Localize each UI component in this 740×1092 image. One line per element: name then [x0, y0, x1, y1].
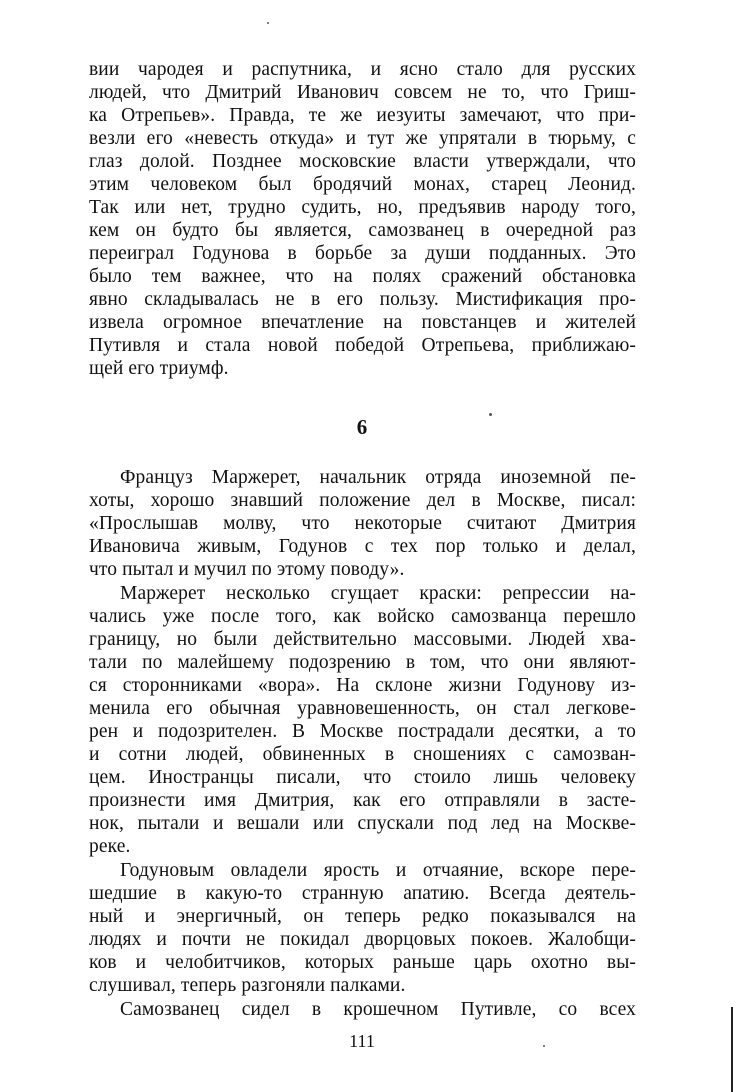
text-line: людях и почти не покидал дворцовых покоев. Жалобщи-	[89, 929, 636, 950]
text-line: Ивановича живым, Годунов с тех пор только и делал,	[89, 536, 636, 557]
scan-speck	[267, 22, 269, 24]
text-line: произнести имя Дмитрия, как его отправляли в засте-	[89, 790, 636, 811]
text-line: извела огромное впечатление на повстанцев и жителей	[89, 312, 636, 333]
text-line: ный и энергичный, он теперь редко показывался на	[89, 906, 636, 927]
text-line: нок, пытали и вешали или спускали под лед на Москве-	[89, 813, 636, 834]
text-line: везли его «невесть откуда» и тут же упрятали в тюрьму, с	[89, 128, 636, 149]
text-line: менила его обычная уравновешенность, он стал легкове-	[89, 698, 636, 719]
text-line: что пытал и мучил по этому поводу».	[89, 559, 405, 580]
text-line: людей, что Дмитрий Иванович совсем не то, что Гриш-	[89, 82, 636, 103]
text-line: глаз долой. Позднее московские власти утверждали, что	[89, 151, 636, 172]
text-line: Годуновым овладели ярость и отчаяние, вскоре пере-	[120, 860, 636, 881]
text-line: чались уже после того, как войско самозванца перешло	[89, 606, 636, 627]
text-line: Путивля и стала новой победой Отрепьева, приближаю-	[89, 335, 636, 356]
scan-edge-line	[731, 1007, 733, 1092]
text-line: Самозванец сидел в крошечном Путивле, со всех	[120, 999, 636, 1020]
text-line: хоты, хорошо знавший положение дел в Москве, писал:	[89, 490, 636, 511]
text-line: кем он будто бы является, самозванец в очередной раз	[89, 220, 636, 241]
text-line: этим человеком был бродячий монах, старец Леонид.	[89, 174, 636, 195]
section-number: 6	[356, 415, 368, 439]
text-line: реке.	[89, 836, 131, 857]
text-line: цем. Иностранцы писали, что стоило лишь человеку	[89, 767, 636, 788]
text-line: вии чародея и распутника, и ясно стало для русских	[89, 59, 636, 80]
text-line: и сотни людей, обвиненных в сношениях с самозван-	[89, 744, 636, 765]
text-line: ка Отрепьев». Правда, те же иезуиты замечают, что при-	[89, 105, 636, 126]
text-line: ков и челобитчиков, которых раньше царь охотно вы-	[89, 952, 636, 973]
text-line: тали по малейшему подозрению в том, что они являют-	[89, 652, 636, 673]
text-line: рен и подозрителен. В Москве пострадали десятки, а то	[89, 721, 636, 742]
text-line: Маржерет несколько сгущает краски: репрессии на-	[120, 583, 636, 604]
scan-speck	[543, 1045, 545, 1047]
text-line: ся сторонниками «вора». На склоне жизни Годунову из-	[89, 675, 636, 696]
text-line: щей его триумф.	[89, 358, 229, 379]
text-line: границу, но были действительно массовыми. Людей хва-	[89, 629, 636, 650]
text-line: слушивал, теперь разгоняли палками.	[89, 975, 406, 996]
text-line: шедшие в какую-то странную апатию. Всегда деятель-	[89, 883, 636, 904]
text-line: было тем важнее, что на полях сражений обстановка	[89, 266, 636, 287]
text-line: Француз Маржерет, начальник отряда иноземной пе-	[120, 467, 636, 488]
text-line: переиграл Годунова в борьбе за души подданных. Это	[89, 243, 636, 264]
page-number: 111	[349, 1031, 375, 1051]
text-line: Так или нет, трудно судить, но, предъявив народу того,	[89, 197, 636, 218]
text-line: «Прослышав молву, что некоторые считают Дмитрия	[89, 513, 636, 534]
text-line: явно складывалась не в его пользу. Мистификация про-	[89, 289, 636, 310]
scan-speck	[489, 413, 492, 416]
